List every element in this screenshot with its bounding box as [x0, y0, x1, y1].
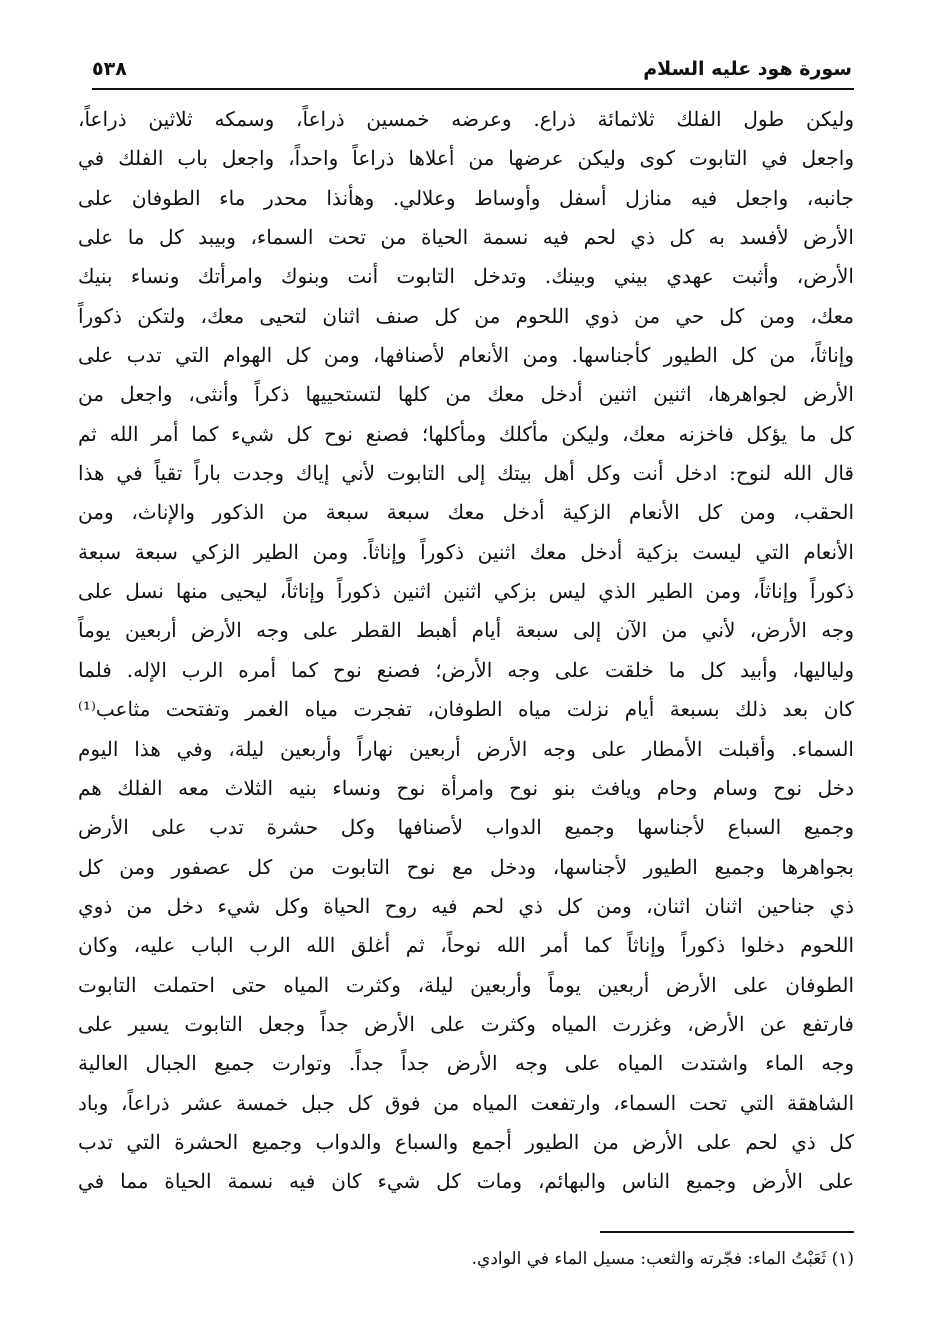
- page-number: ٥٣٨: [92, 58, 127, 80]
- text-line: كل ما يؤكل فاخزنه معك، وليكن مأكلك ومأكلها؛ فصنع نوح كل شيء كما أمر الله ثم: [78, 421, 854, 446]
- text-line: السماء. وأقبلت الأمطار على وجه الأرض أربعين نهاراً وأربعين ليلة، وفي هذا اليوم: [78, 736, 854, 761]
- text-line: الأرض لأفسد به كل ذي لحم فيه نسمة الحياة من تحت السماء، وبيبد كل ما على: [78, 225, 854, 250]
- header-divider: [92, 88, 854, 90]
- text-line: جانبه، واجعل فيه منازل أسفل وأوساط وعلالي. وهأنذا محدر ماء الطوفان على: [78, 185, 854, 210]
- text-line: ذي جناحين اثنان اثنان، ومن كل ذي لحم فيه روح الحياة وكل شيء دخل من ذوي: [78, 893, 854, 918]
- surah-title: سورة هود عليه السلام: [643, 58, 852, 80]
- text-line: قال الله لنوح: ادخل أنت وكل أهل بيتك إلى التابوت لأني إياك وجدت باراً تقياً في هذا: [78, 461, 854, 486]
- text-line: وجه الماء واشتدت المياه على وجه الأرض جداً جداً. وتوارت جميع الجبال العالية: [78, 1051, 854, 1076]
- footnote-divider: [600, 1231, 854, 1233]
- text-line: الأنعام التي ليست بزكية أدخل معك اثنين ذكوراً وإناثاً. ومن الطير الزكي سبعة سبعة: [78, 539, 854, 564]
- text-line: الأرض لجواهرها، اثنين اثنين أدخل معك من كلها لتستحييها ذكراً وأنثى، واجعل من: [78, 382, 854, 407]
- text-line: الأرض، وأثبت عهدي بيني وبينك. وتدخل التابوت أنت وبنوك وامرأتك ونساء بنيك: [78, 264, 854, 289]
- text-line: الحقب، ومن كل الأنعام الزكية أدخل معك سبعة سبعة من الذكور والإناث، ومن: [78, 500, 854, 525]
- text-line: فارتفع عن الأرض، وغزرت المياه وكثرت على الأرض جداً وجعل التابوت يسير على: [78, 1011, 854, 1036]
- text-line: وجه الأرض، لأني من الآن إلى سبعة أيام أهبط القطر على وجه الأرض أربعين يوماً: [78, 618, 854, 643]
- text-line: كل ذي لحم على الأرض من الطيور أجمع والسباع والدواب وجميع الحشرة التي تدب: [78, 1129, 854, 1154]
- text-line: وليكن طول الفلك ثلاثمائة ذراع. وعرضه خمسين ذراعاً، وسمكه ثلاثين ذراعاً،: [78, 107, 854, 131]
- text-line: الشاهقة التي تحت السماء، وارتفعت المياه من فوق كل جبل خمسة عشر ذراعاً، وباد: [78, 1090, 854, 1115]
- text-line: على الأرض وجميع الناس والبهائم، ومات كل شيء كان فيه نسمة الحياة مما في: [78, 1169, 854, 1194]
- text-line: بجواهرها وجميع الطيور لأجناسها، ودخل مع نوح التابوت من كل عصفور ومن كل: [78, 854, 854, 879]
- text-line: واجعل في التابوت كوى وليكن عرضها من أعلاها ذراعاً واحداً، واجعل باب الفلك في: [78, 146, 854, 171]
- text-line: وجميع السباع لأجناسها وجميع الدواب لأصنافها وكل حشرة تدب على الأرض: [78, 815, 854, 840]
- text-line: اللحوم دخلوا ذكوراً وإناثاً كما أمر الله نوحاً، ثم أغلق الله الرب الباب عليه، وكان: [78, 933, 854, 958]
- text-line: ولياليها، وأبيد كل ما خلقت على وجه الأرض؛ فصنع نوح كما أمره الرب الإله. فلما: [78, 657, 854, 682]
- text-line: معك، ومن كل حي من ذوي اللحوم من كل صنف اثنان لتحيى معك، ولتكن ذكوراً: [78, 303, 854, 328]
- text-line: ذكوراً وإناثاً، ومن الطير الذي ليس بزكي اثنين اثنين ذكوراً وإناثاً، ليحيى منها نسل على: [78, 579, 854, 604]
- footnote: (١) ثَعَبْتُ الماء: فجّرته والثعب: مسيل الماء في الوادي.: [471, 1249, 854, 1269]
- text-line: وإناثاً، من كل الطيور كأجناسها. ومن الأنعام لأصنافها، ومن كل الهوام التي تدب على: [78, 343, 854, 368]
- page-header: [92, 56, 852, 86]
- text-line: كان بعد ذلك بسبعة أيام نزلت مياه الطوفان، تفجرت مياه الغمر وتفتحت مثاعب⁽¹⁾: [78, 697, 854, 722]
- body-text: [78, 100, 854, 1202]
- text-line: الطوفان على الأرض أربعين يوماً وأربعين ليلة، وكثرت المياه حتى احتملت التابوت: [78, 972, 854, 997]
- text-line: دخل نوح وسام وحام ويافث بنو نوح وامرأة نوح ونساء بنيه الثلاث معه الفلك هم: [78, 775, 854, 800]
